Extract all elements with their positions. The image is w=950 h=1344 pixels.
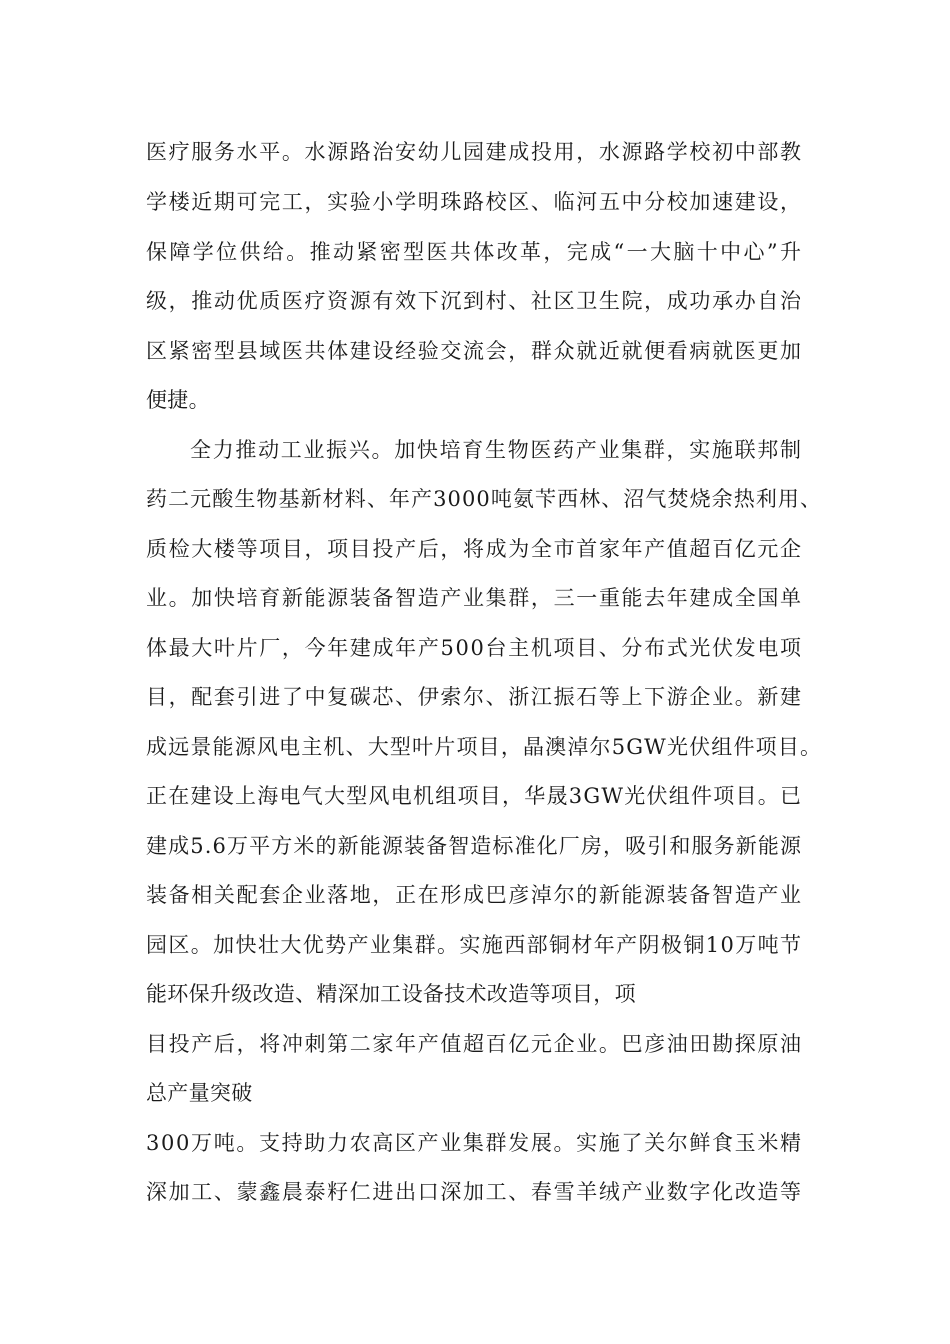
text-line: 深加工、蒙鑫晨泰籽仁进出口深加工、春雪羊绒产业数字化改造等 bbox=[146, 1180, 803, 1204]
text-line: 体最大叶片厂，今年建成年产500台主机项目、分布式光伏发电项 bbox=[146, 636, 803, 660]
text-line: 300万吨。支持助力农高区产业集群发展。实施了关尔鲜食玉米精 bbox=[146, 1131, 803, 1155]
text-line: 目投产后，将冲刺第二家年产值超百亿元企业。巴彦油田勘探原油 bbox=[146, 1032, 803, 1056]
text-line: 保障学位供给。推动紧密型医共体改革，完成“一大脑十中心”升 bbox=[146, 240, 804, 264]
text-line: 总产量突破 bbox=[146, 1081, 253, 1105]
text-line: 区紧密型县域医共体建设经验交流会，群众就近就便看病就医更加 bbox=[146, 339, 803, 363]
text-line: 装备相关配套企业落地，正在形成巴彦淖尔的新能源装备智造产业 bbox=[146, 883, 803, 907]
text-line: 全力推动工业振兴。加快培育生物医药产业集群，实施联邦制 bbox=[190, 438, 803, 462]
text-line: 药二元酸生物基新材料、年产3000吨氨苄西林、沼气焚烧余热利用、 bbox=[146, 487, 823, 511]
text-line: 便捷。 bbox=[146, 388, 210, 412]
text-line: 业。加快培育新能源装备智造产业集群，三一重能去年建成全国单 bbox=[146, 586, 803, 610]
text-line: 质检大楼等项目，项目投产后，将成为全市首家年产值超百亿元企 bbox=[146, 537, 803, 561]
text-line: 成远景能源风电主机、大型叶片项目，晶澳淖尔5GW光伏组件项目。 bbox=[146, 735, 823, 759]
text-line: 能环保升级改造、精深加工设备技术改造等项目，项 bbox=[146, 982, 636, 1006]
text-line: 正在建设上海电气大型风电机组项目，华晟3GW光伏组件项目。已 bbox=[146, 784, 803, 808]
text-line: 园区。加快壮大优势产业集群。实施西部铜材年产阴极铜10万吨节 bbox=[146, 933, 803, 957]
text-line: 医疗服务水平。水源路治安幼儿园建成投用，水源路学校初中部教 bbox=[146, 140, 803, 164]
text-line: 建成5.6万平方米的新能源装备智造标准化厂房，吸引和服务新能源 bbox=[146, 834, 803, 858]
text-line: 学楼近期可完工，实验小学明珠路校区、临河五中分校加速建设， bbox=[146, 190, 803, 214]
text-line: 级，推动优质医疗资源有效下沉到村、社区卫生院，成功承办自治 bbox=[146, 289, 803, 313]
text-line: 目，配套引进了中复碳芯、伊索尔、浙江振石等上下游企业。新建 bbox=[146, 685, 803, 709]
